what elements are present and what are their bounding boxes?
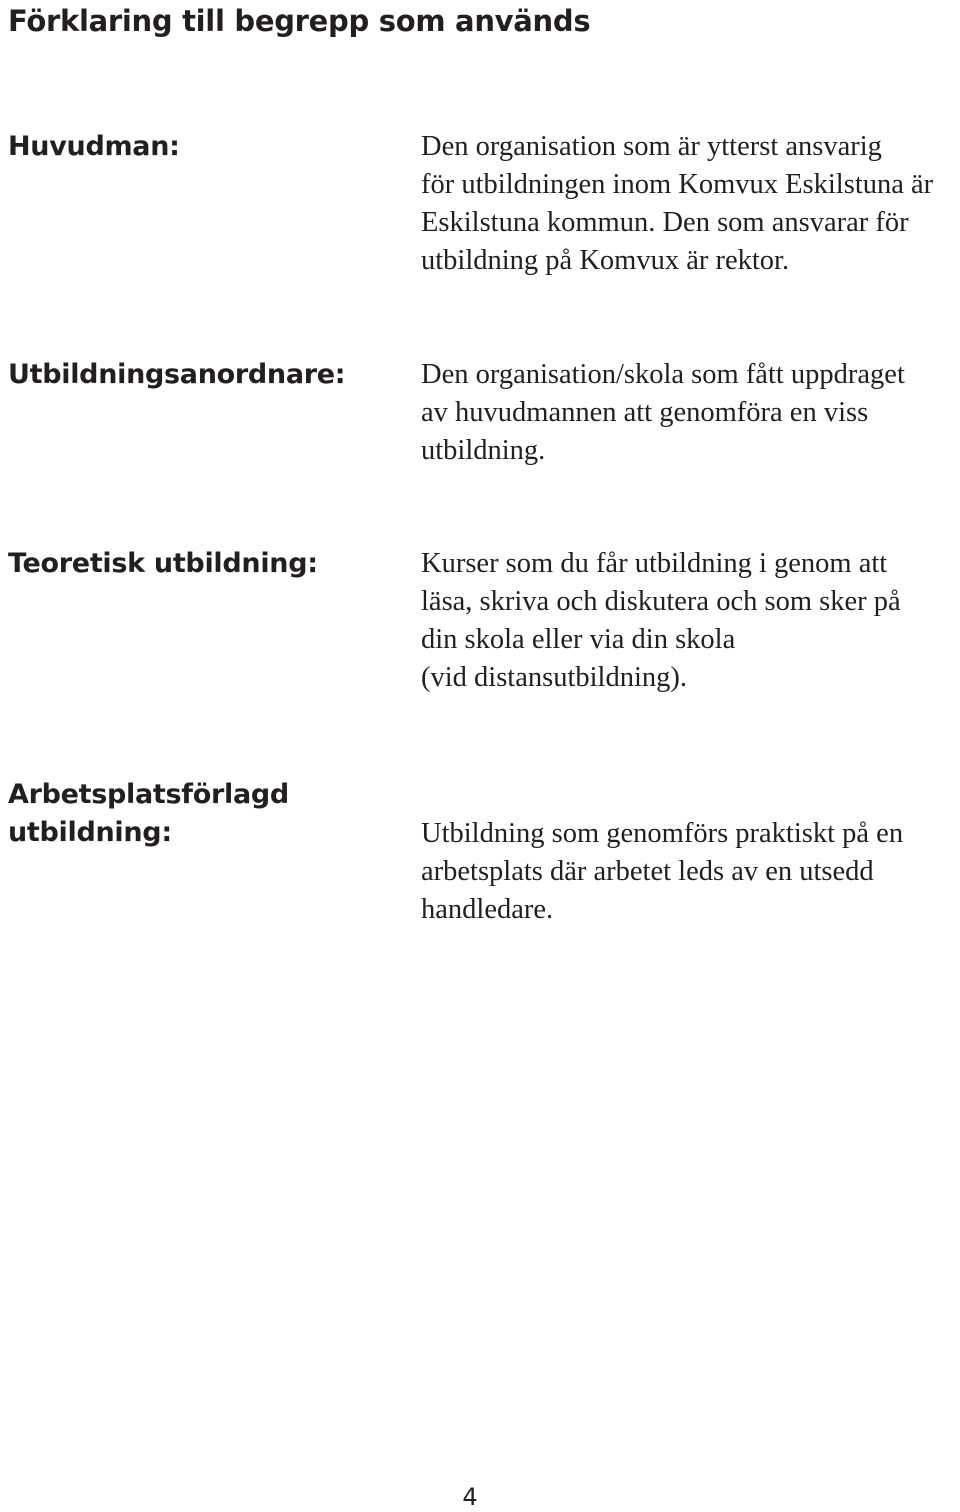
term-line: Teoretisk utbildning:: [8, 548, 318, 579]
definition-line: av huvudmannen att genomföra en viss: [421, 397, 869, 428]
term-huvudman: [8, 128, 388, 166]
definition-line: för utbildningen inom Komvux Eskilstuna är: [421, 169, 934, 200]
definition-huvudman: [421, 128, 956, 280]
page-title: Förklaring till begrepp som används: [8, 4, 591, 38]
term-line: utbildning:: [8, 817, 172, 848]
definition-line: utbildning på Komvux är rektor.: [421, 245, 790, 276]
definition-line: Kurser som du får utbildning i genom att: [421, 548, 888, 579]
definition-line: handledare.: [421, 894, 554, 925]
term-teoretisk-utbildning: [8, 545, 388, 583]
definition-line: utbildning.: [421, 435, 546, 466]
term-line: Utbildningsanordnare:: [8, 359, 346, 390]
definition-line: Den organisation som är ytterst ansvarig: [421, 131, 882, 162]
definition-line: Utbildning som genomförs praktiskt på en: [421, 818, 904, 849]
term-arbetsplatsforlagd-utbildning: [8, 776, 388, 852]
definition-line: arbetsplats där arbetet leds av en utsedd: [421, 856, 874, 887]
definition-line: (vid distansutbildning).: [421, 662, 687, 693]
definition-utbildningsanordnare: [421, 356, 956, 470]
definition-line: Den organisation/skola som fått uppdraget: [421, 359, 905, 390]
definition-arbetsplatsforlagd-utbildning: [421, 815, 956, 929]
term-utbildningsanordnare: [8, 356, 388, 394]
definition-line: din skola eller via din skola: [421, 624, 736, 655]
term-line: Arbetsplatsförlagd: [8, 779, 289, 810]
definition-line: läsa, skriva och diskutera och som sker på: [421, 586, 901, 617]
definition-line: Eskilstuna kommun. Den som ansvarar för: [421, 207, 909, 238]
definition-teoretisk-utbildning: [421, 545, 956, 697]
page-number: 4: [462, 1483, 478, 1511]
term-line: Huvudman:: [8, 131, 180, 162]
